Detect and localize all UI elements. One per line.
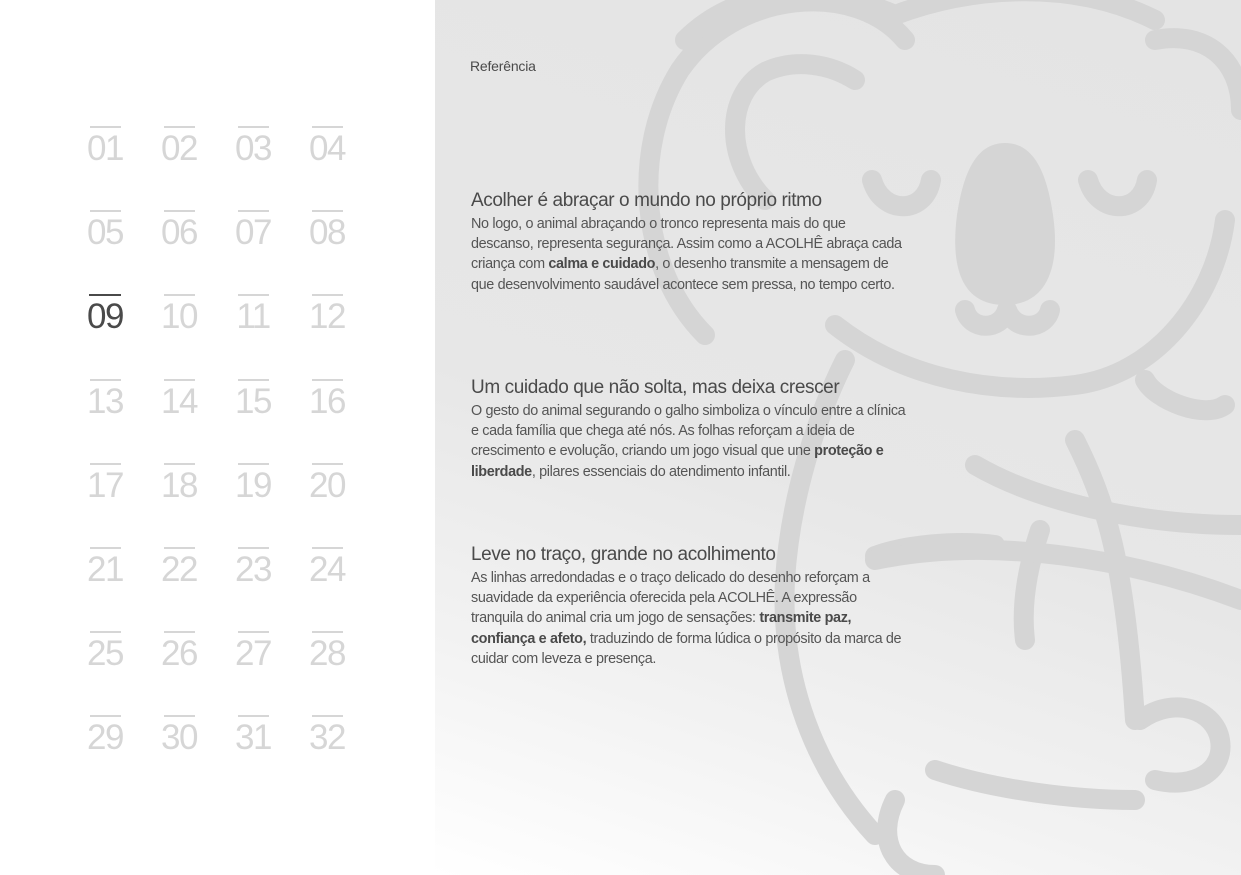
page-index-bar xyxy=(90,379,121,381)
page-index-number: 01 xyxy=(87,129,123,168)
page-index-bar xyxy=(238,547,269,549)
page-index-number: 32 xyxy=(309,718,345,758)
page-index-bar xyxy=(90,631,121,633)
page-index-item-13[interactable] xyxy=(68,379,142,463)
page-index-item-28[interactable] xyxy=(290,631,364,715)
koala-bottom xyxy=(887,800,935,875)
koala-left-ear-inner xyxy=(735,64,855,200)
page-index-item-12[interactable] xyxy=(290,294,364,378)
reference-label: Referência xyxy=(470,58,536,74)
page-index-number: 12 xyxy=(309,297,345,337)
page-index-number: 18 xyxy=(161,465,197,505)
koala-tail-curve xyxy=(935,770,1135,800)
page-index-item-02[interactable] xyxy=(142,126,216,210)
page-index-item-06[interactable] xyxy=(142,210,216,294)
page-index-grid xyxy=(68,126,364,800)
page-index-number: 04 xyxy=(309,129,345,168)
koala-right-eye xyxy=(1088,180,1147,206)
page-index-item-24[interactable] xyxy=(290,547,364,631)
page-index-item-04[interactable] xyxy=(290,126,364,210)
page-index-number: 09 xyxy=(87,297,123,337)
page-index-item-14[interactable] xyxy=(142,379,216,463)
page-index-item-25[interactable] xyxy=(68,631,142,715)
page-index-panel xyxy=(0,0,435,875)
page-index-item-15[interactable] xyxy=(216,379,290,463)
page-index-bar xyxy=(312,126,343,128)
page-index-number: 20 xyxy=(309,465,345,505)
page-index-bar xyxy=(312,294,343,296)
page-index-number: 14 xyxy=(161,381,197,421)
page-index-bar xyxy=(312,210,343,212)
page-index-item-05[interactable] xyxy=(68,210,142,294)
page-index-item-17[interactable] xyxy=(68,463,142,547)
page-index-number: 08 xyxy=(309,213,345,253)
page-index-item-09[interactable] xyxy=(68,294,142,378)
koala-foot xyxy=(1140,707,1221,782)
page-index-item-18[interactable] xyxy=(142,463,216,547)
content-panel xyxy=(435,0,1241,875)
koala-right-ear xyxy=(1155,38,1241,110)
page-index-item-29[interactable] xyxy=(68,715,142,799)
section-lightness xyxy=(471,543,911,669)
page-index-bar xyxy=(89,294,121,296)
page-index-bar xyxy=(90,126,121,128)
page-index-bar xyxy=(238,379,269,381)
page-index-number: 23 xyxy=(235,549,271,589)
koala-branch xyxy=(875,550,1241,600)
section-body: O gesto do animal segurando o galho simboliza o vínculo entre a clínica e cada família que chega até nós. As folhas reforçam a ideia de crescimento e evolução, criando um jogo visual que une proteção e liberdade, pilares essenciais do atendimento infantil. xyxy=(471,403,906,480)
page-index-item-16[interactable] xyxy=(290,379,364,463)
page-index-bar xyxy=(164,294,195,296)
page-index-bar xyxy=(164,463,195,465)
page-index-item-08[interactable] xyxy=(290,210,364,294)
page-index-number: 22 xyxy=(161,549,197,589)
page-index-number: 13 xyxy=(87,381,123,421)
page-index-number: 26 xyxy=(161,634,197,674)
page-index-bar xyxy=(164,126,195,128)
page-index-bar xyxy=(164,715,195,717)
section-embrace xyxy=(471,189,911,295)
page-index-number: 30 xyxy=(161,718,197,758)
page-index-item-19[interactable] xyxy=(216,463,290,547)
page-index-bar xyxy=(312,547,343,549)
page-index-number: 15 xyxy=(235,381,271,421)
page-index-number: 16 xyxy=(309,381,345,421)
koala-body-right xyxy=(1145,380,1225,410)
page-index-number: 10 xyxy=(161,297,197,337)
koala-mouth xyxy=(965,310,1050,326)
page-index-number: 24 xyxy=(309,549,345,589)
page-index-bar xyxy=(164,379,195,381)
page-index-item-31[interactable] xyxy=(216,715,290,799)
page-index-item-27[interactable] xyxy=(216,631,290,715)
page-index-bar xyxy=(238,294,269,296)
page-index-number: 21 xyxy=(87,549,123,589)
page-index-item-10[interactable] xyxy=(142,294,216,378)
page-index-item-03[interactable] xyxy=(216,126,290,210)
page-index-bar xyxy=(238,463,269,465)
page-index-item-26[interactable] xyxy=(142,631,216,715)
section-title: Leve no traço, grande no acolhimento xyxy=(471,544,776,565)
page-index-bar xyxy=(164,631,195,633)
page-index-bar xyxy=(312,463,343,465)
page-index-bar xyxy=(238,126,269,128)
section-care xyxy=(471,376,911,482)
page-index-number: 11 xyxy=(236,297,270,337)
page-index-number: 02 xyxy=(161,129,197,168)
page-index-number: 31 xyxy=(235,718,271,758)
page-index-bar xyxy=(164,547,195,549)
page-index-item-01[interactable] xyxy=(68,126,142,210)
page-index-item-32[interactable] xyxy=(290,715,364,799)
page-index-bar xyxy=(312,631,343,633)
page-index-item-21[interactable] xyxy=(68,547,142,631)
section-body: No logo, o animal abraçando o tronco representa mais do que descanso, representa segurança. Assim como a ACOLHÊ abraça cada criança com calma e cuidado, o desenho transmite a mensagem de que desenvolvimento saudável acontece sem pressa, no tempo certo. xyxy=(471,216,902,293)
page-index-number: 07 xyxy=(235,213,271,253)
section-title: Acolher é abraçar o mundo no próprio ritmo xyxy=(471,190,822,211)
page-index-bar xyxy=(90,547,121,549)
page-index-number: 03 xyxy=(235,129,271,168)
page-index-number: 17 xyxy=(87,465,123,505)
page-index-bar xyxy=(238,715,269,717)
page-index-number: 25 xyxy=(87,634,123,674)
page-index-bar xyxy=(164,210,195,212)
page-index-number: 28 xyxy=(309,634,345,674)
page-index-item-30[interactable] xyxy=(142,715,216,799)
page-index-number: 06 xyxy=(161,213,197,253)
koala-nose xyxy=(955,143,1055,305)
page-index-bar xyxy=(238,210,269,212)
page-index-number: 29 xyxy=(87,718,123,758)
page-index-item-11[interactable] xyxy=(216,294,290,378)
page-index-bar xyxy=(312,379,343,381)
page-index-item-20[interactable] xyxy=(290,463,364,547)
page-index-bar xyxy=(90,463,121,465)
page-index-item-22[interactable] xyxy=(142,547,216,631)
page-index-bar xyxy=(90,715,121,717)
page-index-item-07[interactable] xyxy=(216,210,290,294)
page-index-bar xyxy=(312,715,343,717)
page-index-bar xyxy=(238,631,269,633)
page-index-number: 05 xyxy=(87,213,123,253)
koala-leg xyxy=(1075,440,1135,720)
page-index-bar xyxy=(90,210,121,212)
page-index-number: 27 xyxy=(235,634,271,674)
page-index-item-23[interactable] xyxy=(216,547,290,631)
page-index-number: 19 xyxy=(235,465,271,505)
section-body: As linhas arredondadas e o traço delicado do desenho reforçam a suavidade da experiência oferecida pela ACOLHÊ. A expressão tranquila do animal cria um jogo de sensações: transmite paz, confiança e afeto, traduzindo de forma lúdica o propósito da marca de cuidar com leveza e presença. xyxy=(471,570,902,667)
section-title: Um cuidado que não solta, mas deixa crescer xyxy=(471,377,840,398)
